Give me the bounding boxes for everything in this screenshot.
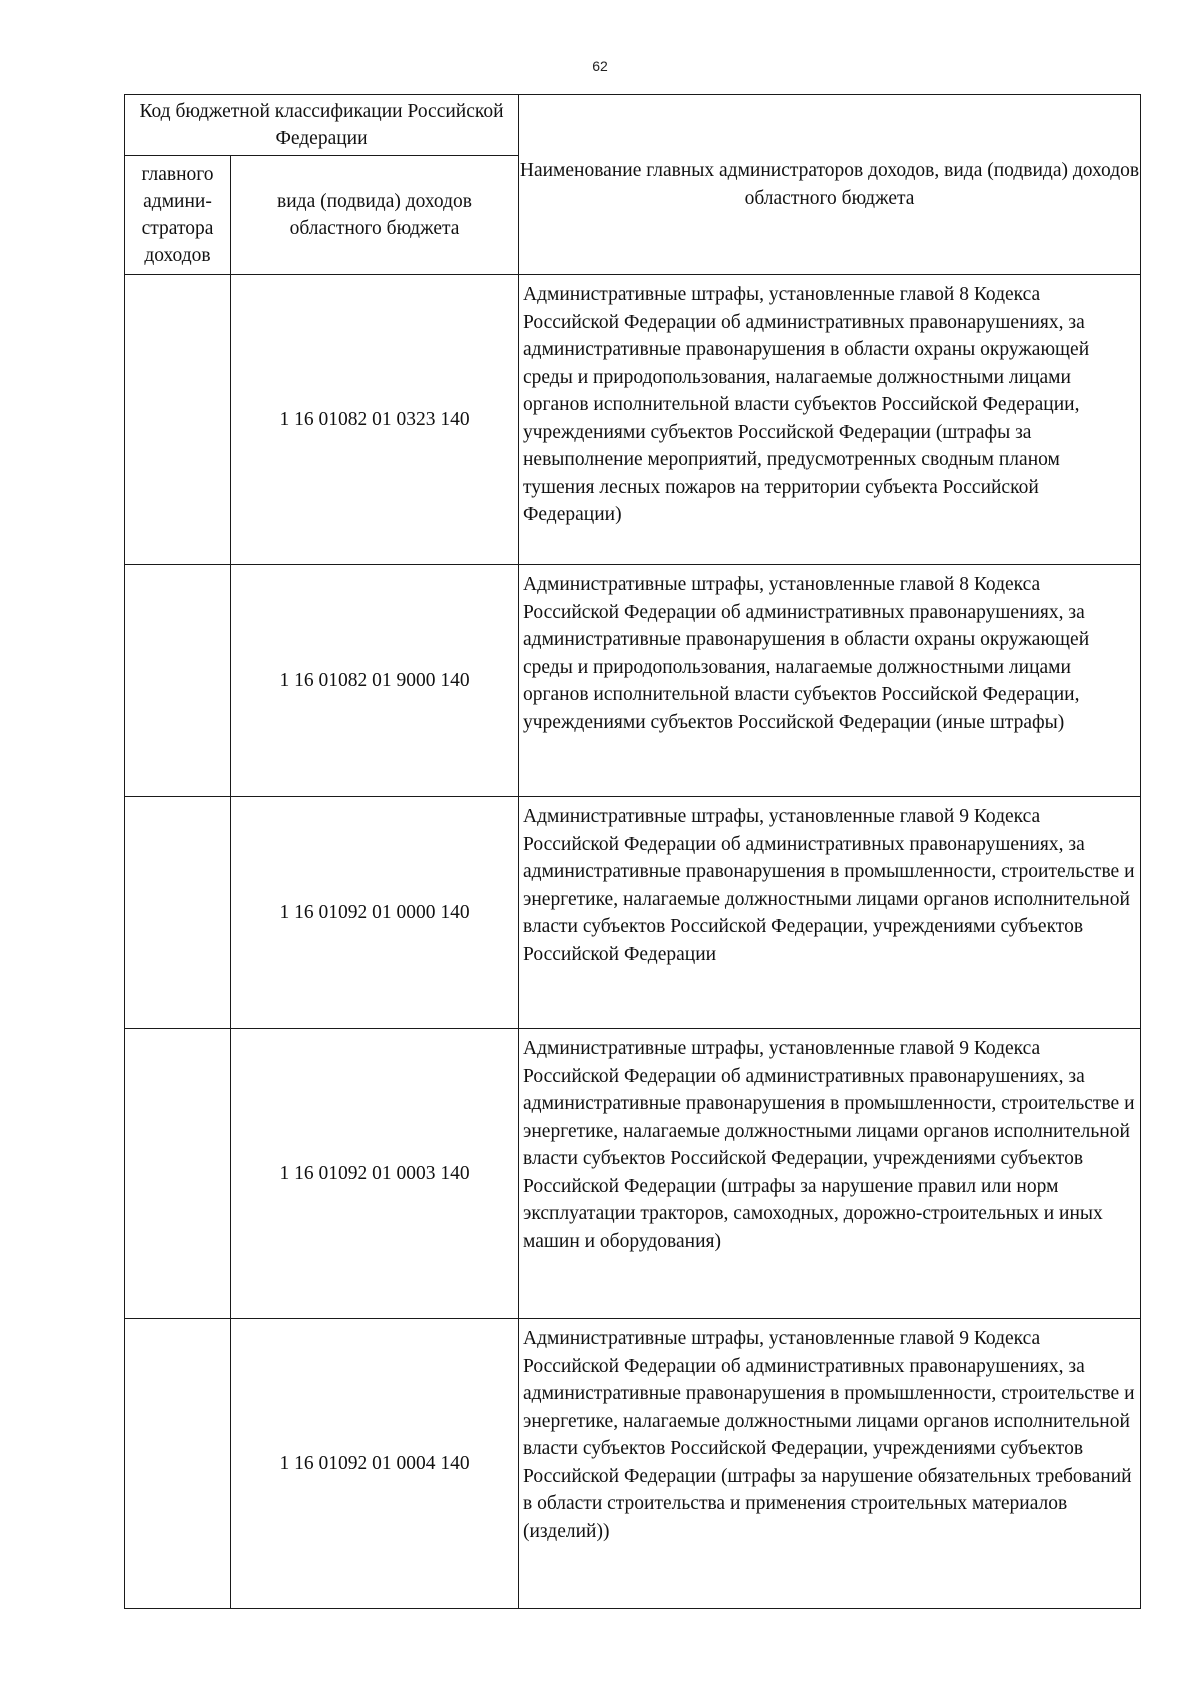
income-description-cell: Административные штрафы, установленные главой 9 Кодекса Российской Федерации об административных правонарушениях, за административные правонарушения в промышленности, строительстве и энергетике, налагаемые должностными лицами органов исполнительной власти субъектов Российской Федерации, учреждениями субъектов Российской Федерации (штрафы за нарушение обязательных требований в области строительства и применения строительных материалов (изделий)): [519, 1319, 1141, 1609]
admin-code-cell: [125, 797, 231, 1029]
admin-code-cell: [125, 1319, 231, 1609]
table-row: [125, 1029, 1141, 1319]
table-body: [125, 275, 1141, 1609]
table-row: [125, 275, 1141, 565]
admin-code-cell: [125, 1029, 231, 1319]
income-code-cell: 1 16 01092 01 0000 140: [231, 797, 519, 1029]
header-admin-column: главного админи-стратора доходов: [125, 156, 231, 275]
income-code-cell: 1 16 01082 01 9000 140: [231, 565, 519, 797]
table-row: [125, 565, 1141, 797]
table-header: [125, 95, 1141, 275]
income-description-cell: Административные штрафы, установленные главой 8 Кодекса Российской Федерации об административных правонарушениях, за административные правонарушения в области охраны окружающей среды и природопользования, налагаемые должностными лицами органов исполнительной власти субъектов Российской Федерации, учреждениями субъектов Российской Федерации (штрафы за невыполнение мероприятий, предусмотренных сводным планом тушения лесных пожаров на территории субъекта Российской Федерации): [519, 275, 1141, 565]
page-number: 62: [592, 58, 608, 74]
table-row: [125, 1319, 1141, 1609]
header-name-column: Наименование главных администраторов доходов, вида (подвида) доходов областного бюджета: [519, 95, 1141, 275]
income-code-cell: 1 16 01092 01 0003 140: [231, 1029, 519, 1319]
income-code-cell: 1 16 01082 01 0323 140: [231, 275, 519, 565]
income-description-cell: Административные штрафы, установленные главой 9 Кодекса Российской Федерации об административных правонарушениях, за административные правонарушения в промышленности, строительстве и энергетике, налагаемые должностными лицами органов исполнительной власти субъектов Российской Федерации, учреждениями субъектов Российской Федерации (штрафы за нарушение правил или норм эксплуатации тракторов, самоходных, дорожно-строительных и иных машин и оборудования): [519, 1029, 1141, 1319]
income-description-cell: Административные штрафы, установленные главой 9 Кодекса Российской Федерации об административных правонарушениях, за административные правонарушения в промышленности, строительстве и энергетике, налагаемые должностными лицами органов исполнительной власти субъектов Российской Федерации, учреждениями субъектов Российской Федерации: [519, 797, 1141, 1029]
admin-code-cell: [125, 565, 231, 797]
income-description-cell: Административные штрафы, установленные главой 8 Кодекса Российской Федерации об административных правонарушениях, за административные правонарушения в области охраны окружающей среды и природопользования, налагаемые должностными лицами органов исполнительной власти субъектов Российской Федерации, учреждениями субъектов Российской Федерации (иные штрафы): [519, 565, 1141, 797]
header-row-group: [125, 95, 1141, 156]
table-row: [125, 797, 1141, 1029]
header-kind-column: вида (подвида) доходов областного бюджета: [231, 156, 519, 275]
income-code-cell: 1 16 01092 01 0004 140: [231, 1319, 519, 1609]
budget-classification-table: [124, 94, 1141, 1609]
header-budget-code-group: Код бюджетной классификации Российской Федерации: [125, 95, 519, 156]
admin-code-cell: [125, 275, 231, 565]
